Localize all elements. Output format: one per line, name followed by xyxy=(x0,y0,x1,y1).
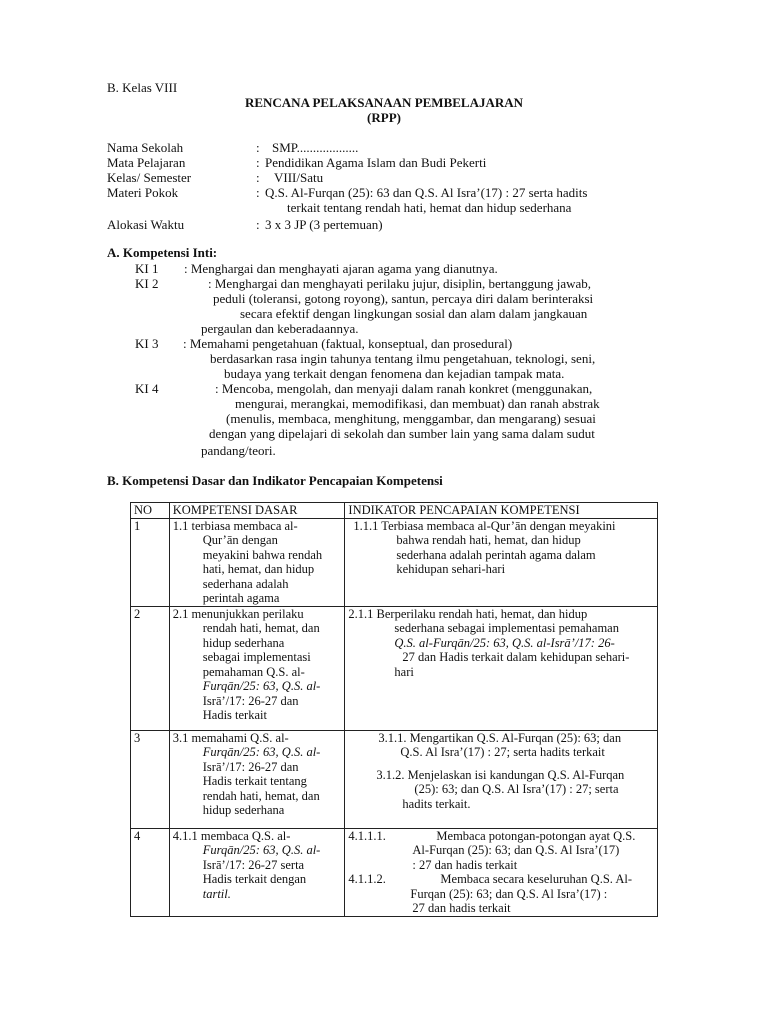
indicator-line: 3.1.2. Menjelaskan isi kandungan Q.S. Al-Furqan xyxy=(376,767,625,782)
table-header: INDIKATOR PENCAPAIAN KOMPETENSI xyxy=(345,503,658,519)
kd-line: hidup sederhana xyxy=(202,803,285,817)
table-row xyxy=(131,828,658,916)
indicator-line: sederhana adalah perintah agama dalam xyxy=(396,547,596,562)
indicator-line: kehidupan sehari-hari xyxy=(396,562,506,576)
ki-text: : Memahami pengetahuan (faktual, konseptual, dan prosedural) xyxy=(183,336,513,351)
kd-cell xyxy=(169,518,345,606)
ki-text: (menulis, membaca, menghitung, menggambar, dan mengarang) sesuai xyxy=(226,411,596,426)
indicator-line: (25): 63; dan Q.S. Al Isra’(17) : 27; serta xyxy=(414,782,619,796)
indicator-cell xyxy=(345,518,658,606)
identity-sep: : xyxy=(256,140,260,155)
kd-line: 2.1 menunjukkan perilaku xyxy=(172,606,304,621)
identity-sep: : xyxy=(256,185,260,200)
document-subtitle: (RPP) xyxy=(367,110,401,125)
kd-line: Isrā’/17: 26-27 serta xyxy=(202,857,305,872)
ki-heading: A. Kompetensi Inti: xyxy=(107,245,218,260)
indicator-number: 4.1.1.2. xyxy=(348,872,386,886)
ki-text: budaya yang terkait dengan fenomena dan kejadian tampak mata. xyxy=(224,366,565,381)
row-number: 3 xyxy=(131,730,170,828)
identity-label: Materi Pokok xyxy=(107,185,179,200)
indicator-line: bahwa rendah hati, hemat, dan hidup xyxy=(396,533,581,547)
kd-line: Isrā’/17: 26-27 dan xyxy=(202,693,299,708)
indicator-cell xyxy=(345,828,658,916)
identity-sep: : xyxy=(256,170,260,185)
identity-value-continued: terkait tentang rendah hati, hemat dan hidup sederhana xyxy=(287,200,572,215)
indicator-line: 27 dan Hadis terkait dalam kehidupan sehari- xyxy=(402,650,630,664)
kd-line: Furqān/25: 63, Q.S. al- xyxy=(202,745,321,759)
identity-sep: : xyxy=(256,217,260,232)
kd-cell xyxy=(169,730,345,828)
row-number: 1 xyxy=(131,518,170,606)
kd-line: Hadis terkait dengan xyxy=(202,872,307,886)
identity-value: Q.S. Al-Furqan (25): 63 dan Q.S. Al Isra’(17) : 27 serta hadits xyxy=(265,185,588,200)
kd-line: 3.1 memahami Q.S. al- xyxy=(172,730,289,745)
table-row xyxy=(131,606,658,730)
indicator-line: 3.1.1. Mengartikan Q.S. Al-Furqan (25): 63; dan xyxy=(378,730,622,745)
identity-value: 3 x 3 JP (3 pertemuan) xyxy=(265,217,383,232)
identity-label: Alokasi Waktu xyxy=(107,217,185,232)
kd-line: sederhana adalah xyxy=(202,576,289,591)
indicator-line: Al-Furqan (25): 63; dan Q.S. Al Isra’(17) xyxy=(412,843,620,857)
kd-table xyxy=(130,502,658,917)
identity-label: Kelas/ Semester xyxy=(107,170,192,185)
kd-line: Furqān/25: 63, Q.S. al- xyxy=(202,679,321,693)
indicator-line: 1.1.1 Terbiasa membaca al-Qur’ān dengan meyakini xyxy=(353,518,616,533)
ki-text: : Menghargai dan menghayati perilaku jujur, disiplin, bertanggung jawab, xyxy=(208,276,592,291)
kd-line: perintah agama xyxy=(202,591,280,605)
kd-line: Hadis terkait xyxy=(202,708,267,722)
kd-line: Furqān/25: 63, Q.S. al- xyxy=(202,843,321,857)
section-label: B. Kelas VIII xyxy=(107,80,178,95)
kd-cell xyxy=(169,606,345,730)
ki-code: KI 3 xyxy=(135,336,159,351)
kd-heading: B. Kompetensi Dasar dan Indikator Pencapaian Kompetensi xyxy=(107,473,443,488)
document-title: RENCANA PELAKSANAAN PEMBELAJARAN xyxy=(244,95,524,110)
indicator-line: Q.S. al-Furqān/25: 63, Q.S. al-Isrā’/17: 26- xyxy=(394,635,615,650)
ki-code: KI 2 xyxy=(135,276,159,291)
kd-line: Qur’ān dengan xyxy=(202,533,278,547)
row-number: 4 xyxy=(131,828,170,916)
kd-line: tartil. xyxy=(202,886,231,901)
indicator-line: sederhana sebagai implementasi pemahaman xyxy=(394,621,619,635)
indicator-line: Membaca secara keseluruhan Q.S. Al- xyxy=(440,872,633,886)
ki-text: dengan yang dipelajari di sekolah dan sumber lain yang sama dalam sudut xyxy=(209,426,595,441)
kd-line: sebagai implementasi xyxy=(202,650,311,664)
ki-text: : Menghargai dan menghayati ajaran agama yang dianutnya. xyxy=(184,261,498,276)
kd-line: 1.1 terbiasa membaca al- xyxy=(172,518,298,533)
table-row xyxy=(131,730,658,828)
ki-text: pandang/teori. xyxy=(201,443,276,458)
indicator-line: 2.1.1 Berperilaku rendah hati, hemat, dan hidup xyxy=(348,606,588,621)
indicator-cell xyxy=(345,730,658,828)
table-header: KOMPETENSI DASAR xyxy=(169,503,345,519)
ki-code: KI 1 xyxy=(135,261,159,276)
indicator-cell xyxy=(345,606,658,730)
kd-line: rendah hati, hemat, dan xyxy=(202,788,320,803)
identity-value: Pendidikan Agama Islam dan Budi Pekerti xyxy=(265,155,487,170)
kd-line: Hadis terkait tentang xyxy=(202,774,307,788)
kd-line: rendah hati, hemat, dan xyxy=(202,621,320,635)
kd-line: meyakini bahwa rendah xyxy=(202,547,323,562)
kd-cell xyxy=(169,828,345,916)
ki-text: berdasarkan rasa ingin tahunya tentang ilmu pengetahuan, teknologi, seni, xyxy=(210,351,596,366)
indicator-line: hadits terkait. xyxy=(402,796,471,811)
ki-code: KI 4 xyxy=(135,381,159,396)
indicator-line: 27 dan hadis terkait xyxy=(412,901,511,915)
row-number: 2 xyxy=(131,606,170,730)
ki-text: mengurai, merangkai, memodifikasi, dan membuat) dan ranah abstrak xyxy=(235,396,600,411)
indicator-number: 4.1.1.1. xyxy=(348,828,386,843)
table-header: NO xyxy=(131,503,170,519)
table-row xyxy=(131,518,658,606)
kd-line: hati, hemat, dan hidup xyxy=(202,562,315,576)
identity-label: Nama Sekolah xyxy=(107,140,184,155)
indicator-line: Membaca potongan-potongan ayat Q.S. xyxy=(436,828,636,843)
indicator-line: hari xyxy=(394,664,414,679)
indicator-line: : 27 dan hadis terkait xyxy=(412,857,518,872)
ki-text: secara efektif dengan lingkungan sosial dan alam dalam jangkauan xyxy=(240,306,588,321)
identity-value: SMP................... xyxy=(272,140,359,155)
kd-line: hidup sederhana xyxy=(202,635,285,650)
indicator-line: Furqan (25): 63; dan Q.S. Al Isra’(17) : xyxy=(410,886,608,901)
table-header-row xyxy=(131,503,658,519)
identity-label: Mata Pelajaran xyxy=(107,155,186,170)
ki-text: : Mencoba, mengolah, dan menyaji dalam ranah konkret (menggunakan, xyxy=(215,381,593,396)
kd-line: Isrā’/17: 26-27 dan xyxy=(202,759,299,774)
ki-text: pergaulan dan keberadaannya. xyxy=(201,321,359,336)
ki-text: peduli (toleransi, gotong royong), santun, percaya diri dalam berinteraksi xyxy=(213,291,594,306)
kd-line: 4.1.1 membaca Q.S. al- xyxy=(172,828,291,843)
kd-line: pemahaman Q.S. al- xyxy=(202,664,305,679)
indicator-line: Q.S. Al Isra’(17) : 27; serta hadits terkait xyxy=(400,745,605,759)
identity-sep: : xyxy=(256,155,260,170)
identity-value: VIII/Satu xyxy=(274,170,324,185)
